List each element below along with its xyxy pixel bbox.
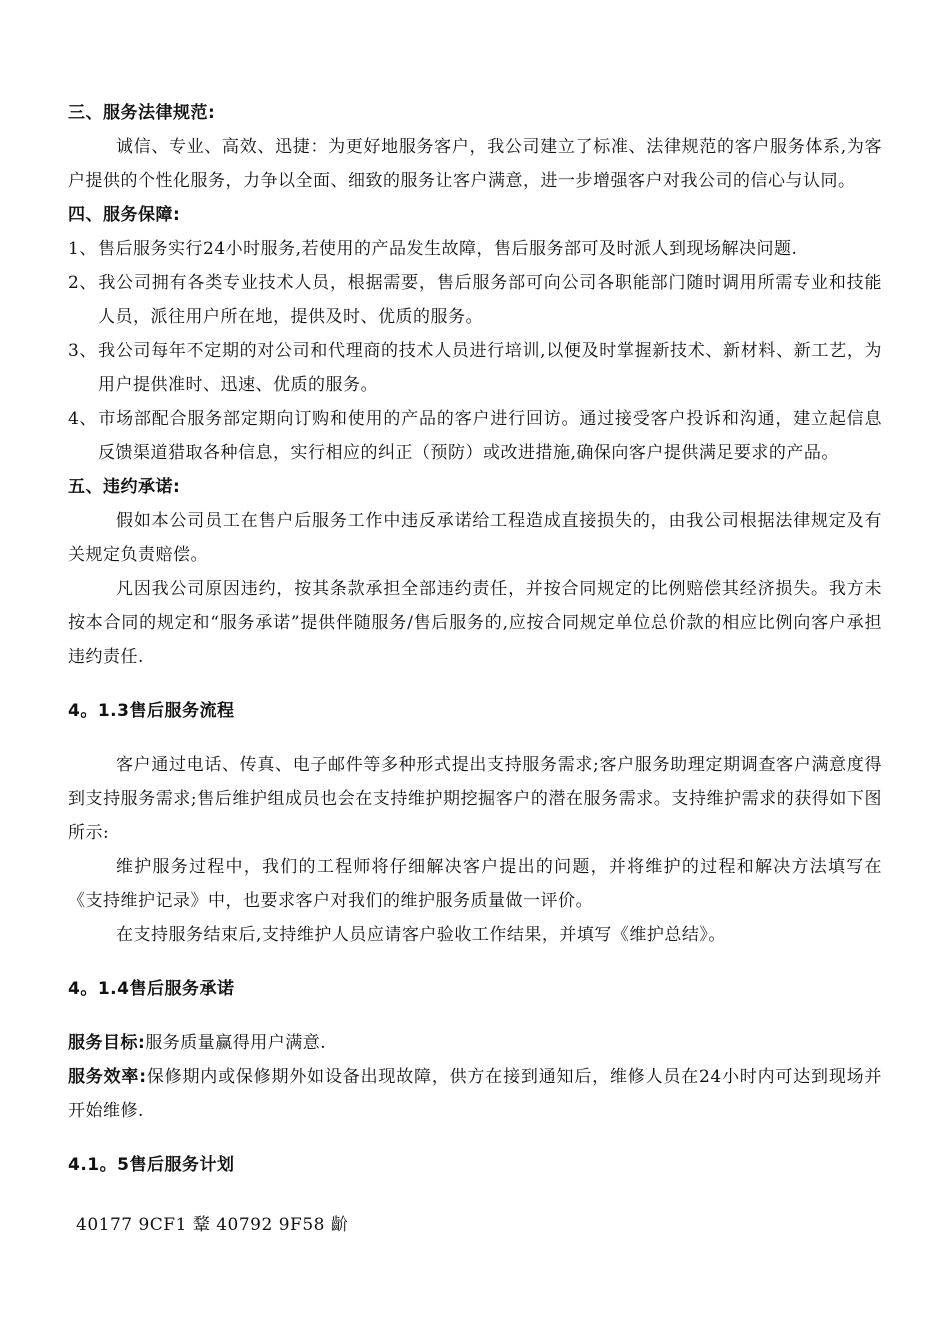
document-page <box>68 96 882 1242</box>
list-item-number: 4、 <box>68 409 97 429</box>
list-item <box>68 334 882 402</box>
list-item <box>68 266 882 334</box>
service-goal-text: 服务质量赢得用户满意. <box>145 1033 327 1053</box>
section-4-heading: 四、服务保障: <box>68 205 181 225</box>
service-efficiency-label: 服务效率: <box>68 1067 147 1087</box>
list-item <box>68 232 882 266</box>
list-item-text: 我公司每年不定期的对公司和代理商的技术人员进行培训,以便及时掌握新技术、新材料、新工艺，为用户提供准时、迅速、优质的服务。 <box>98 341 882 395</box>
service-goal-line <box>68 1026 882 1060</box>
spacer <box>68 952 882 972</box>
footer-code: 40177 9CF1 鞪 40792 9F58 齘 <box>76 1215 349 1235</box>
service-goal-label: 服务目标: <box>68 1033 146 1053</box>
spacer <box>68 1006 882 1026</box>
section-3-paragraph: 诚信、专业、高效、迅捷：为更好地服务客户，我公司建立了标准、法律规范的客户服务体系,为客户提供的个性化服务，力争以全面、细致的服务让客户满意，进一步增强客户对我公司的信心与认同。 <box>68 137 882 191</box>
service-efficiency-text: 保修期内或保修期外如设备出现故障，供方在接到通知后，维修人员在24小时内可达到现场并开始维修. <box>68 1067 882 1121</box>
list-item-text: 我公司拥有各类专业技术人员，根据需要，售后服务部可向公司各职能部门随时调用所需专业和技能人员，派往用户所在地，提供及时、优质的服务。 <box>98 273 882 327</box>
section-413-paragraph-1: 客户通过电话、传真、电子邮件等多种形式提出支持服务需求;客户服务助理定期调查客户满意度得到支持服务需求;售后维护组成员也会在支持维护期挖掘客户的潜在服务需求。支持维护需求的获得如下图所示: <box>68 755 882 843</box>
section-413-heading: 4。1.3售后服务流程 <box>68 701 235 721</box>
section-5-heading: 五、违约承诺: <box>68 477 181 497</box>
list-item-number: 3、 <box>68 341 97 361</box>
section-415-heading: 4.1。5售后服务计划 <box>68 1155 235 1175</box>
spacer <box>68 1182 882 1208</box>
list-item <box>68 402 882 470</box>
service-efficiency-line <box>68 1060 882 1128</box>
section-413-paragraph-2: 维护服务过程中，我们的工程师将仔细解决客户提出的问题，并将维护的过程和解决方法填写在《支持维护记录》中，也要求客户对我们的维护服务质量做一评价。 <box>68 857 882 911</box>
section-414-heading: 4。1.4售后服务承诺 <box>68 979 235 999</box>
list-item-text: 售后服务实行24小时服务,若使用的产品发生故障，售后服务部可及时派人到现场解决问题. <box>98 239 798 259</box>
list-item-text: 市场部配合服务部定期向订购和使用的产品的客户进行回访。通过接受客户投诉和沟通，建立起信息反馈渠道猎取各种信息，实行相应的纠正（预防）或改进措施,确保向客户提供满足要求的产品。 <box>98 409 882 463</box>
section-5-paragraph-1: 假如本公司员工在售户后服务工作中违反承诺给工程造成直接损失的，由我公司根据法律规定及有关规定负责赔偿。 <box>68 511 882 565</box>
section-413-paragraph-3: 在支持服务结束后,支持维护人员应请客户验收工作结果，并填写《维护总结》。 <box>116 925 726 945</box>
spacer <box>68 1128 882 1148</box>
spacer <box>68 728 882 748</box>
list-item-number: 1、 <box>68 239 97 259</box>
spacer <box>68 674 882 694</box>
section-3-heading: 三、服务法律规范: <box>68 103 216 123</box>
list-item-number: 2、 <box>68 273 97 293</box>
section-5-paragraph-2: 凡因我公司原因违约，按其条款承担全部违约责任，并按合同规定的比例赔偿其经济损失。我方未按本合同的规定和“服务承诺”提供伴随服务/售后服务的,应按合同规定单位总价款的相应比例向客户承担违约责任. <box>68 579 882 667</box>
